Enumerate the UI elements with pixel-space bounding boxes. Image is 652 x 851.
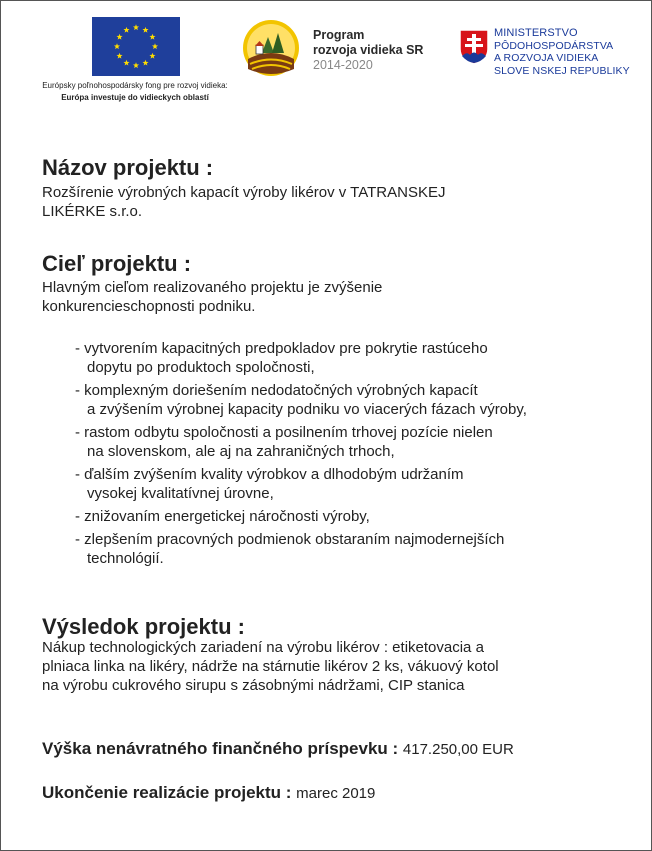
completion-label: Ukončenie realizácie projektu : [42,783,292,802]
goal-line2: konkurencieschopnosti podniku. [42,298,256,315]
list-item [75,423,635,461]
program-line2: rozvoja vidieka SR [313,43,424,57]
eu-star-icon [133,24,139,30]
ministry-title [494,27,630,77]
result-line1: Nákup technologických zariadení na výrobu likérov : etiketovacia a [42,639,484,656]
list-item-rest: na slovenskom, ale aj na zahraničných trhoch, [87,443,395,460]
completion-value: marec 2019 [296,785,376,802]
list-item-first: - komplexným doriešením nedodatočných výrobných kapacít [75,382,478,399]
list-item [75,530,635,568]
list-item [75,381,635,419]
grant-label: Výška nenávratného finančného príspevku : [42,739,399,758]
grant-value: 417.250,00 EUR [402,741,514,758]
ministry-line3: A ROZVOJA VIDIEKA [494,52,599,64]
eu-star-icon [117,34,123,40]
rural-development-logo-icon [242,19,300,77]
list-item [75,507,635,526]
goal-heading: Cieľ projektu : [42,251,192,276]
list-item-first: - ďalším zvýšením kvality výrobkov a dlhodobým udržaním [75,466,464,483]
ministry-line2: PÔDOHOSPODÁRSTVA [494,39,614,52]
eu-star-icon [149,34,155,40]
list-item-first: - znižovaním energetickej náročnosti výroby, [75,508,370,525]
eu-star-icon [149,53,155,59]
program-title [313,28,423,73]
eu-star-icon [152,43,158,49]
completion-row [42,783,375,803]
list-item-rest: dopytu po produktoch spoločnosti, [87,359,315,376]
eu-flag-icon [92,17,180,76]
eu-star-icon [123,60,129,66]
eu-star-icon [133,62,139,68]
slovak-emblem-icon [459,29,489,65]
list-item-rest: technológií. [87,550,164,567]
eu-star-icon [114,43,120,49]
project-name-line2: LIKÉRKE s.r.o. [42,203,143,220]
result-heading: Výsledok projektu : [42,614,245,639]
eu-star-icon [142,27,148,33]
list-item-rest: a zvýšením výrobnej kapacity podniku vo viacerých fázach výroby, [87,401,527,418]
goal-list [75,339,635,572]
program-years: 2014-2020 [313,58,373,72]
program-line1: Program [313,28,365,42]
goal-line1: Hlavným cieľom realizovaného projektu je zvýšenie [42,279,383,296]
list-item-first: - rastom odbytu spoločnosti a posilnením trhovej pozície nielen [75,424,493,441]
list-item-first: - zlepšením pracovných podmienok obstaraním najmodernejších [75,531,505,548]
eu-caption-line2: Európa investuje do vidieckych oblastí [61,93,209,102]
list-item [75,339,635,377]
grant-row [42,739,514,759]
list-item-rest: vysokej kvalitatívnej úrovne, [87,485,274,502]
result-line3: na výrobu cukrového sirupu s zásobnými nádržami, CIP stanica [42,677,465,694]
project-name-line1: Rozšírenie výrobných kapacít výroby likérov v TATRANSKEJ [42,184,446,201]
eu-star-icon [117,53,123,59]
list-item-first: - vytvorením kapacitných predpokladov pre pokrytie rastúceho [75,340,488,357]
ministry-line1: MINISTERSTVO [494,27,578,39]
eu-star-icon [123,27,129,33]
eu-caption-line1: Európsky poľnohospodársky fong pre rozvoj vidieka: [42,81,228,90]
project-name-heading: Názov projektu : [42,155,214,180]
result-line2: plniaca linka na likéry, nádrže na stárnutie likérov 2 ks, vákuový kotol [42,658,499,675]
ministry-line4: SLOVE NSKEJ REPUBLIKY [494,64,630,77]
eu-star-icon [142,60,148,66]
list-item [75,465,635,503]
eu-caption [20,80,250,104]
